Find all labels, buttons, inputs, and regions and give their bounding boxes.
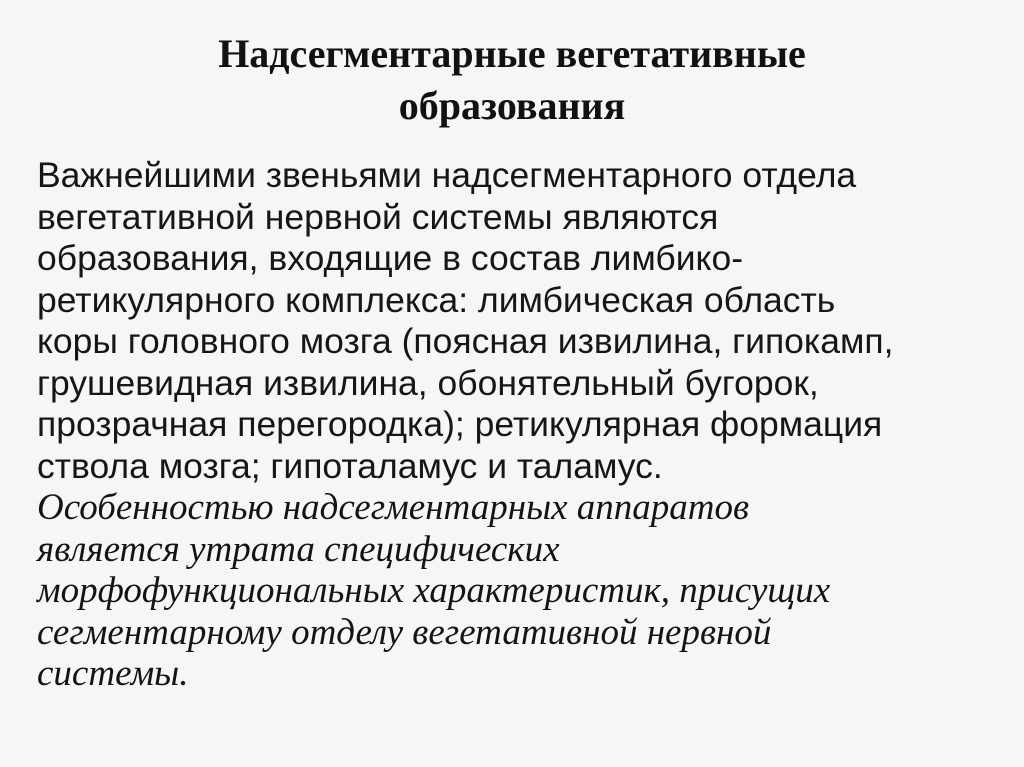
paragraph-line: вегетативной нервной системы являются <box>37 196 719 237</box>
paragraph-line: прозрачная перегородка); ретикулярная формация <box>37 404 883 444</box>
slide-title <box>60 28 964 132</box>
paragraph-line: ретикулярного комплекса: лимбическая область <box>37 279 836 320</box>
emphasis-line: сегментарному отделу вегетативной нервной <box>37 611 772 653</box>
paragraph-line: ствола мозга; гипоталамус и таламус. <box>37 445 663 486</box>
paragraph-line: коры головного мозга (поясная извилина, гипокамп, <box>37 321 894 361</box>
title-line: Надсегментарные вегетативные <box>218 31 806 76</box>
paragraph-line: грушевидная извилина, обонятельный бугорок, <box>37 362 819 403</box>
emphasis-line: морфофункциональных характеристик, присущих <box>37 570 831 611</box>
slide-body-text <box>37 155 997 695</box>
title-line: образования <box>398 83 626 128</box>
emphasis-line: является утрата специфических <box>37 528 560 570</box>
paragraph-line: образования, входящие в состав лимбико- <box>37 238 744 278</box>
emphasis-line: системы. <box>37 653 189 694</box>
emphasis-line: Особенностью надсегментарных аппаратов <box>37 487 750 528</box>
paragraph-line: Важнейшими звеньями надсегментарного отдела <box>37 155 857 195</box>
